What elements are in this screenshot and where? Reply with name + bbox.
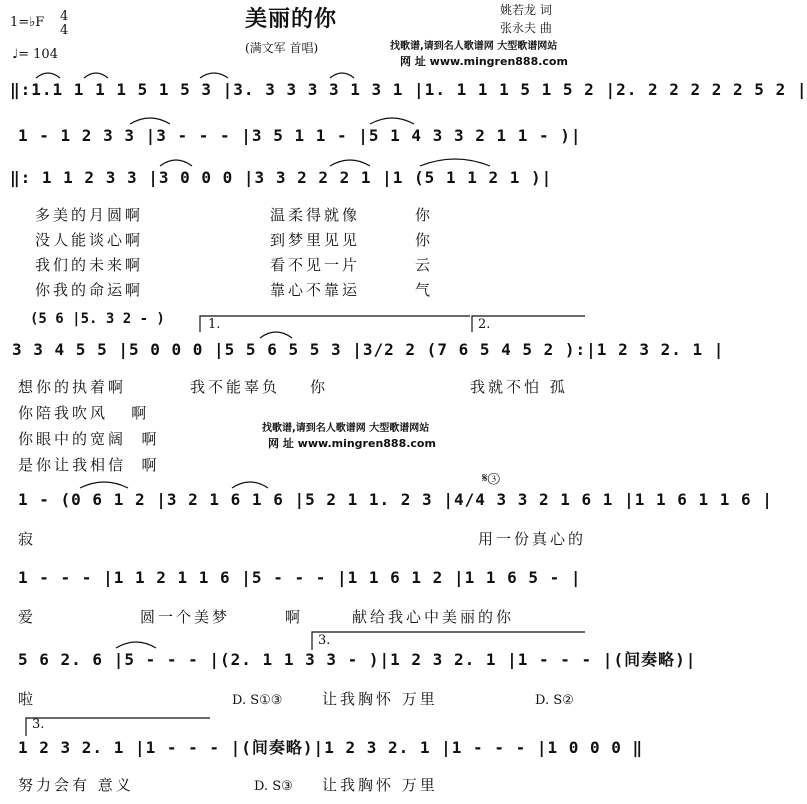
slur-6	[370, 118, 414, 124]
slur-7	[160, 160, 192, 166]
slur-8	[330, 160, 370, 166]
key-signature: 1=♭F	[10, 15, 45, 30]
lyric-5a: 寂	[18, 530, 37, 548]
staff-row-4: 3 3 4 5 5 |5 0 0 0 |5 5 6 5 5 3 |3/2 2 (7 6 5 4 5 2 ):|1 2 3 2. 1 |	[12, 340, 725, 359]
staff-row-3: ‖: 1 1 2 3 3 |3 0 0 0 |3 3 2 2 2 1 |1 (5 1 1 2 1 )|	[10, 168, 553, 187]
chorus-lyric-1a: 想你的执着啊	[18, 378, 127, 396]
lyric-7b: 让我胸怀 万里	[322, 690, 438, 708]
staff-row-8: 1 2 3 2. 1 |1 - - - |(间奏略)|1 2 3 2. 1 |1 - - - |1 0 0 0 ‖	[18, 738, 644, 757]
song-title: 美丽的你	[245, 6, 338, 32]
slur-11	[80, 482, 128, 488]
verse-lyric-1c: 你	[415, 206, 434, 224]
watermark-line2: 网 址 www.mingren888.com	[400, 55, 568, 68]
verse-lyric-2c: 你	[415, 231, 434, 249]
volta-2-bracket	[472, 316, 585, 332]
ds-13-mark: D. S①③	[232, 693, 283, 708]
lyric-5b: 用一份真心的	[478, 530, 587, 548]
lyric-8a: 努力会有 意义	[18, 776, 134, 794]
staff-row-2: 1 - 1 2 3 3 |3 - - - |3 5 1 1 - |5 1 4 3 3 2 1 1 - )|	[18, 126, 582, 145]
verse-lyric-3a: 我们的未来啊	[35, 256, 144, 274]
watermark-line1: 找歌谱,请到名人歌谱网 大型歌谱网站	[390, 41, 558, 52]
slur-10	[260, 332, 292, 338]
verse-lyric-2b: 到梦里见见	[270, 231, 361, 249]
staff-row-5: 1 - (0 6 1 2 |3 2 1 6 1 6 |5 2 1 1. 2 3 |4/4 3 3 2 1 6 1 |1 1 6 1 1 6 |	[18, 490, 773, 509]
volta-3b-label: 3.	[32, 717, 45, 732]
slur-1	[36, 73, 60, 78]
slur-2	[84, 73, 108, 78]
segno-mark: 𝄋③	[482, 471, 500, 486]
verse-lyric-1a: 多美的月圆啊	[35, 206, 144, 224]
time-signature-bottom: 4	[60, 23, 69, 38]
chorus-lyric-3: 你眼中的宽阔 啊	[18, 430, 160, 448]
lyricist-credit: 姚若龙 词	[500, 3, 552, 17]
slur-9	[420, 159, 490, 166]
lyric-6a: 爱	[18, 608, 37, 626]
volta-3b-bracket	[26, 718, 210, 736]
volta-3a-bracket	[312, 632, 585, 650]
verse-lyric-4c: 气	[415, 281, 434, 299]
chorus-lyric-2: 你陪我吹风 啊	[18, 404, 150, 422]
lyric-8b: 让我胸怀 万里	[322, 776, 438, 794]
verse-lyric-4b: 靠心不靠运	[270, 281, 361, 299]
tempo-mark: ♩= 104	[12, 47, 58, 62]
verse-lyric-4a: 你我的命运啊	[35, 281, 144, 299]
staff-row-4-upper: (5 6 |5. 3 2 - )	[30, 311, 165, 327]
chorus-lyric-1d: 我就不怕 孤	[470, 378, 568, 396]
watermark-mid-line2: 网 址 www.mingren888.com	[268, 437, 436, 450]
verse-lyric-2a: 没人能谈心啊	[35, 231, 144, 249]
volta-1-label: 1.	[208, 317, 221, 332]
watermark-mid-line1: 找歌谱,请到名人歌谱网 大型歌谱网站	[262, 423, 430, 434]
verse-lyric-3c: 云	[415, 256, 434, 274]
slur-5	[130, 118, 170, 124]
verse-lyric-1b: 温柔得就像	[270, 206, 361, 224]
slur-12	[232, 482, 268, 488]
volta-3a-label: 3.	[318, 633, 331, 648]
volta-1-bracket	[200, 316, 470, 332]
time-signature-top: 4	[60, 9, 69, 24]
ds-2-mark: D. S②	[535, 693, 574, 708]
volta-2-label: 2.	[478, 317, 491, 332]
staff-row-6: 1 - - - |1 1 2 1 1 6 |5 - - - |1 1 6 1 2 |1 1 6 5 - |	[18, 568, 582, 587]
slur-4	[330, 73, 354, 78]
slur-3	[200, 73, 228, 78]
chorus-lyric-1b: 我不能辜负	[190, 378, 281, 396]
chorus-lyric-4: 是你让我相信 啊	[18, 456, 160, 474]
chorus-lyric-1c: 你	[310, 378, 329, 396]
lyric-6d: 献给我心中美丽的你	[352, 608, 515, 626]
lyric-6b: 圆一个美梦	[140, 608, 231, 626]
staff-row-7: 5 6 2. 6 |5 - - - |(2. 1 1 3 3 - )|1 2 3 2. 1 |1 - - - |(间奏略)|	[18, 650, 697, 669]
lyric-6c: 啊	[285, 608, 304, 626]
staff-row-1: ‖:1.1 1 1 1 5 1 5 3 |3. 3 3 3 3 1 3 1 |1. 1 1 1 5 1 5 2 |2. 2 2 2 2 2 5 2 |	[10, 80, 807, 99]
singer-credit: (满文军 首唱)	[245, 41, 319, 55]
slur-13	[116, 642, 156, 648]
lyric-7a: 啦	[18, 690, 37, 708]
composer-credit: 张永夫 曲	[500, 21, 552, 35]
verse-lyric-3b: 看不见一片	[270, 256, 361, 274]
ds-3-mark: D. S③	[254, 779, 293, 794]
